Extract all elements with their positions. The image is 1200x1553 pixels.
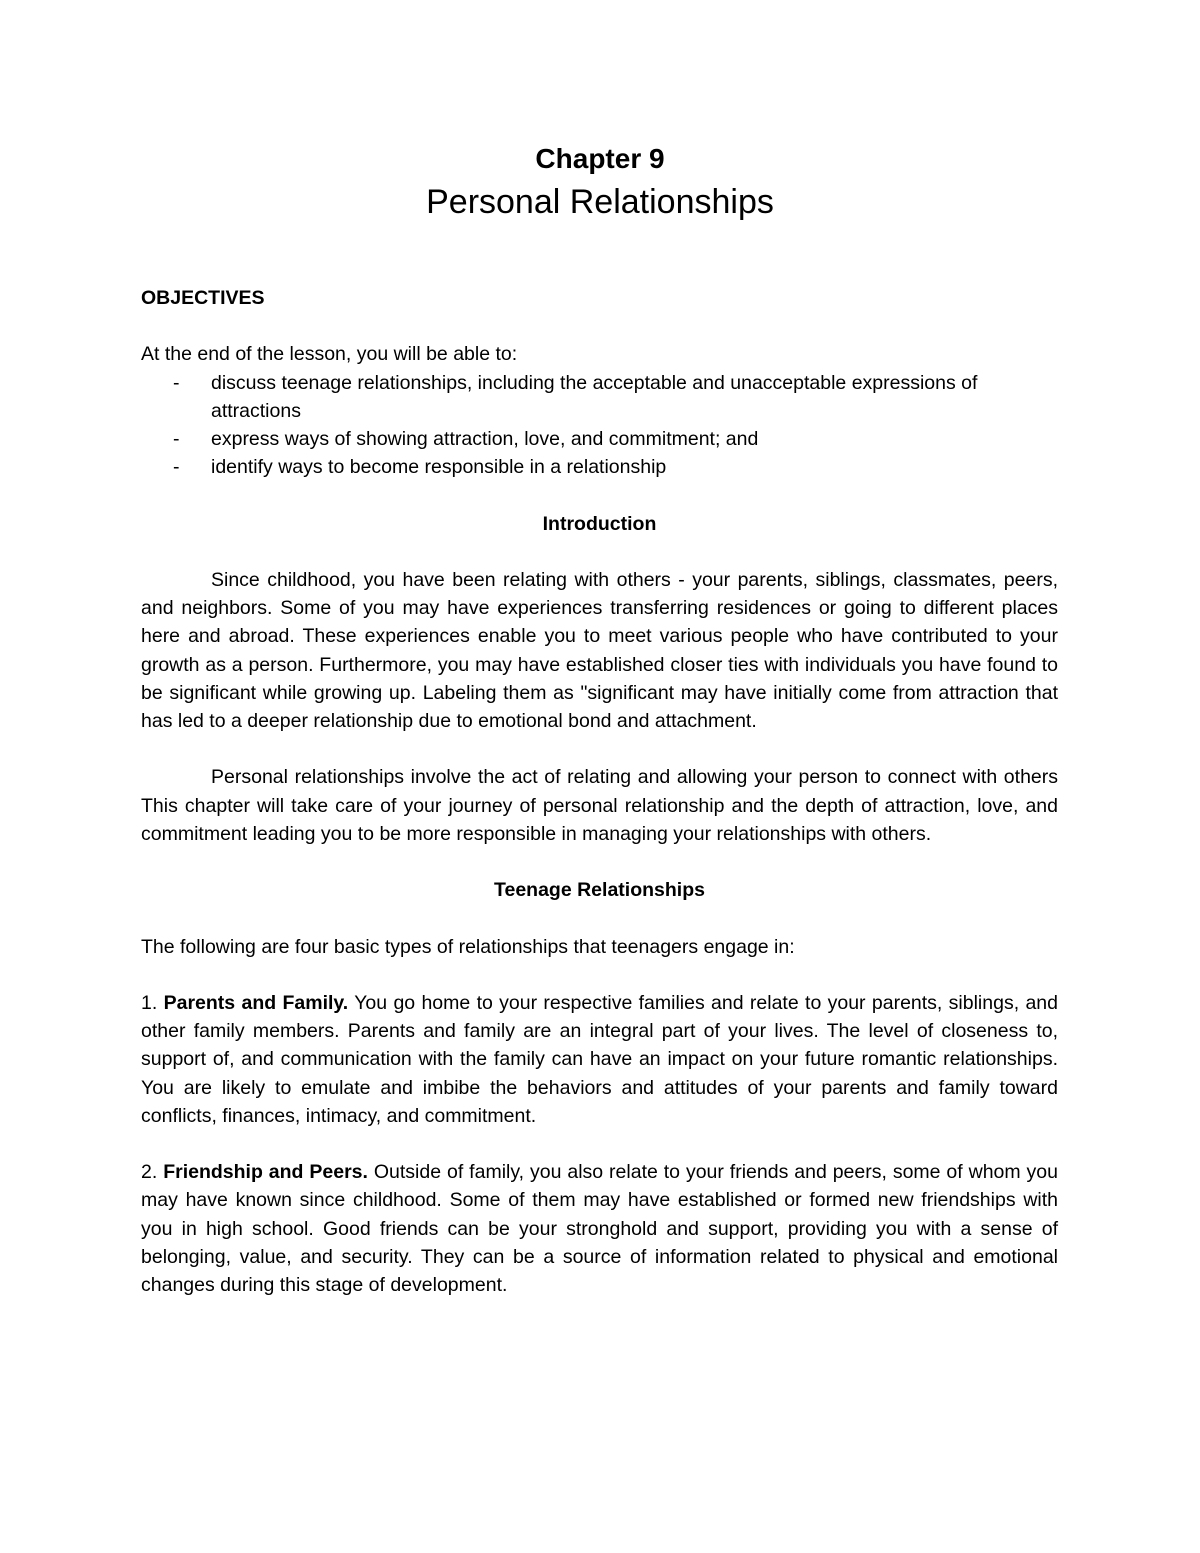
teenage-relationships-heading: Teenage Relationships xyxy=(494,879,705,902)
objectives-intro: At the end of the lesson, you will be able to: xyxy=(141,343,518,366)
relationship-type-paragraph xyxy=(141,1158,1058,1299)
objective-text: identify ways to become responsible in a relationship xyxy=(211,456,667,479)
objectives-heading: OBJECTIVES xyxy=(141,287,265,309)
objective-item xyxy=(141,369,1058,425)
document-body xyxy=(141,284,1058,1299)
introduction-heading: Introduction xyxy=(542,512,657,535)
objectives-list xyxy=(141,369,1058,482)
relationship-type-text: Outside of family, you also relate to your friends and peers, some of whom you may have known since childhood. Some of them may have established or formed new friendships with you in high school. Good friends can be your stronghold and support, providing you with a sense of belonging, value, and security. They can be a source of information related to physical and emotional changes during this stage of development. xyxy=(141,1161,1059,1296)
relationship-type-text: You go home to your respective families and relate to your parents, siblings, and other family members. Parents and family are an integral part of your lives. The level of closeness to, support of, and communication with the family can have an impact on your future romantic relationships. You are likely to emulate and imbibe the behaviors and attitudes of your parents and family toward conflicts, finances, intimacy, and commitment. xyxy=(141,991,1058,1127)
bullet-dash: - xyxy=(173,428,180,450)
objective-item xyxy=(141,425,1058,453)
objective-item xyxy=(141,453,1058,481)
relationship-type-number: 2. xyxy=(141,1161,158,1184)
teenage-relationships-intro: The following are four basic types of relationships that teenagers engage in: xyxy=(141,935,795,958)
chapter-label: Chapter 9 xyxy=(535,143,665,174)
bullet-dash: - xyxy=(173,456,180,479)
chapter-title: Personal Relationships xyxy=(426,183,774,221)
relationship-type-title: Friendship and Peers. xyxy=(163,1161,368,1184)
introduction-paragraph: Since childhood, you have been relating with others - your parents, siblings, classmates, peers, and neighbors. Some of you may have experiences transferring residences or going to different places here and abroad. These experiences enable you to meet various people who have contributed to your growth as a person. Furthermore, you may have established closer ties with individuals you have found to be significant while growing up. Labeling them as "significant may have initially come from attraction that has led to a deeper relationship due to emotional bond and attachment. xyxy=(141,568,1058,732)
relationship-type-number: 1. xyxy=(141,991,158,1014)
relationship-type-title: Parents and Family. xyxy=(163,991,349,1014)
objective-text: discuss teenage relationships, including the acceptable and unacceptable expressions of attractions xyxy=(211,371,978,422)
relationship-type-paragraph xyxy=(141,989,1058,1130)
objective-text: express ways of showing attraction, love, and commitment; and xyxy=(211,428,759,450)
introduction-paragraph: Personal relationships involve the act of relating and allowing your person to connect with others This chapter will take care of your journey of personal relationship and the depth of attraction, love, and commitment leading you to be more responsible in managing your relationships with others. xyxy=(141,766,1058,845)
bullet-dash: - xyxy=(173,371,180,394)
